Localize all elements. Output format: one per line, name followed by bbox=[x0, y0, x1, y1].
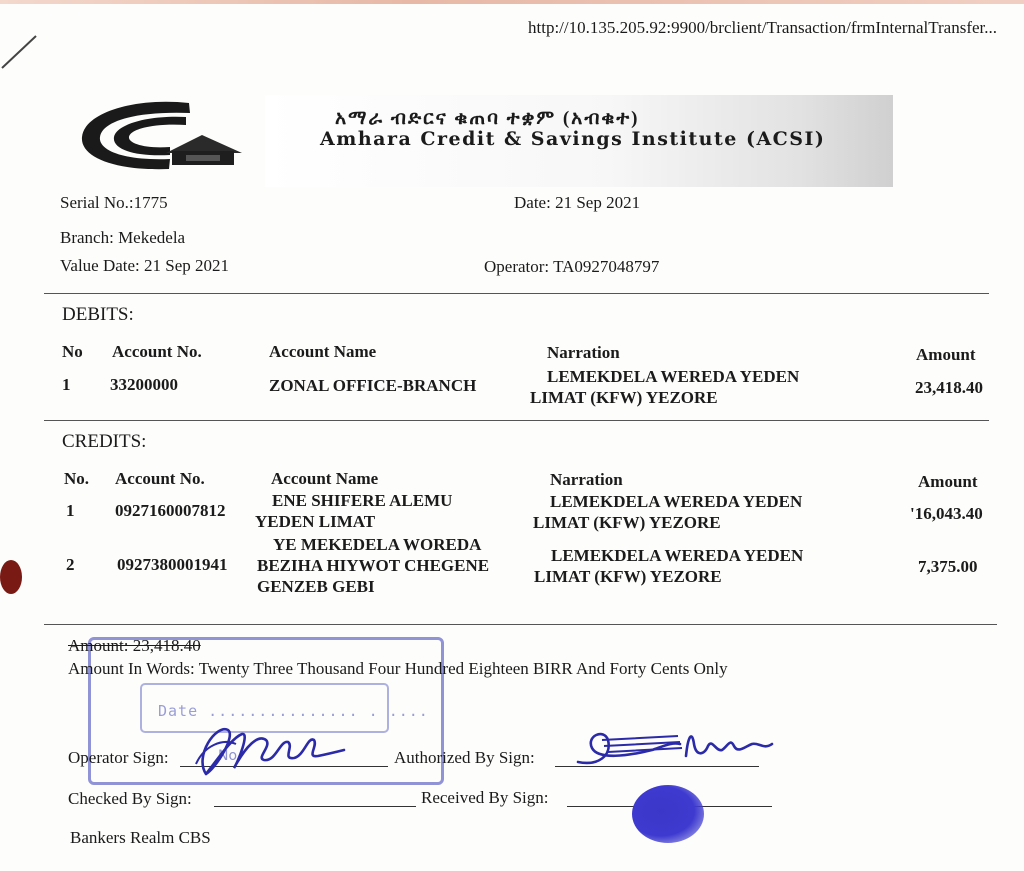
page-url: http://10.135.205.92:9900/brclient/Transaction/frmInternalTransfer... bbox=[528, 18, 998, 37]
stamp-date-label: Date ............... . .... bbox=[158, 702, 429, 720]
authorized-sign-label: Authorized By Sign: bbox=[394, 748, 535, 767]
credit-amount: 7,375.00 bbox=[918, 557, 978, 576]
stamp-number-label: No. bbox=[218, 748, 242, 764]
debits-header-amount: Amount bbox=[916, 345, 976, 364]
credit-account-name-line-2: YEDEN LIMAT bbox=[255, 512, 376, 531]
credit-row-no: 1 bbox=[66, 501, 75, 520]
credit-row-no: 2 bbox=[66, 555, 75, 574]
credit-amount: '16,043.40 bbox=[910, 504, 983, 523]
debit-row-no: 1 bbox=[62, 375, 71, 394]
acsi-logo-icon bbox=[74, 95, 249, 175]
credit-account-no: 0927160007812 bbox=[115, 501, 226, 520]
debit-account-no: 33200000 bbox=[110, 375, 178, 394]
debit-narration-line-1: LEMEKDELA WEREDA YEDEN bbox=[547, 367, 800, 386]
serial-number: Serial No.:1775 bbox=[60, 193, 168, 212]
received-sign-label: Received By Sign: bbox=[421, 788, 549, 807]
credit-account-name-line-3: GENZEB GEBI bbox=[257, 577, 375, 596]
credits-header-no: No. bbox=[64, 469, 90, 488]
debit-account-name: ZONAL OFFICE-BRANCH bbox=[269, 376, 477, 395]
punch-hole-mark bbox=[0, 560, 22, 594]
top-edge-tint bbox=[0, 0, 1024, 4]
debits-header-account-name: Account Name bbox=[269, 342, 377, 361]
credit-narration-line-1: LEMEKDELA WEREDA YEDEN bbox=[550, 492, 803, 511]
credit-account-name-line-2: BEZIHA HIYWOT CHEGENE bbox=[257, 556, 490, 575]
amount-in-words: Amount In Words: Twenty Three Thousand Four Hundred Eighteen BIRR And Forty Cents Only bbox=[68, 659, 728, 678]
divider bbox=[44, 624, 997, 625]
ink-stamp-blot bbox=[632, 785, 704, 843]
operator-id: Operator: TA0927048797 bbox=[484, 257, 660, 276]
divider bbox=[44, 420, 989, 421]
authorized-signature bbox=[568, 716, 783, 786]
org-name-amharic: አማራ ብድርና ቁጠባ ተቋም (አብቁተ) bbox=[335, 108, 640, 129]
credits-header-account-name: Account Name bbox=[271, 469, 379, 488]
operator-sign-label: Operator Sign: bbox=[68, 748, 169, 767]
checked-sign-label: Checked By Sign: bbox=[68, 789, 192, 808]
debits-header-no: No bbox=[62, 342, 83, 361]
operator-signature bbox=[176, 716, 351, 786]
total-amount: Amount: 23,418.40 bbox=[68, 636, 201, 655]
value-date: Value Date: 21 Sep 2021 bbox=[60, 256, 230, 275]
debit-narration-line-2: LIMAT (KFW) YEZORE bbox=[530, 388, 718, 407]
debits-header-account-no: Account No. bbox=[112, 342, 202, 361]
document-date: Date: 21 Sep 2021 bbox=[514, 193, 641, 212]
credits-header-narration: Narration bbox=[550, 470, 623, 489]
credit-account-no: 0927380001941 bbox=[117, 555, 228, 574]
system-name: Bankers Realm CBS bbox=[70, 828, 211, 847]
credit-narration-line-2: LIMAT (KFW) YEZORE bbox=[534, 567, 722, 586]
branch: Branch: Mekedela bbox=[60, 228, 186, 247]
credits-title: CREDITS: bbox=[62, 431, 147, 452]
pen-scratch-mark bbox=[0, 30, 40, 70]
divider bbox=[44, 293, 989, 294]
credits-header-amount: Amount bbox=[918, 472, 978, 491]
credits-header-account-no: Account No. bbox=[115, 469, 205, 488]
debits-title: DEBITS: bbox=[62, 304, 134, 325]
credit-account-name-line-1: ENE SHIFERE ALEMU bbox=[272, 491, 453, 510]
credit-narration-line-2: LIMAT (KFW) YEZORE bbox=[533, 513, 721, 532]
credit-narration-line-1: LEMEKDELA WEREDA YEDEN bbox=[551, 546, 804, 565]
debit-amount: 23,418.40 bbox=[915, 378, 983, 397]
org-name: Amhara Credit & Savings Institute (ACSI) bbox=[320, 128, 826, 150]
checked-sign-line bbox=[214, 806, 416, 807]
credit-account-name-line-1: YE MEKEDELA WOREDA bbox=[273, 535, 482, 554]
debits-header-narration: Narration bbox=[547, 343, 620, 362]
